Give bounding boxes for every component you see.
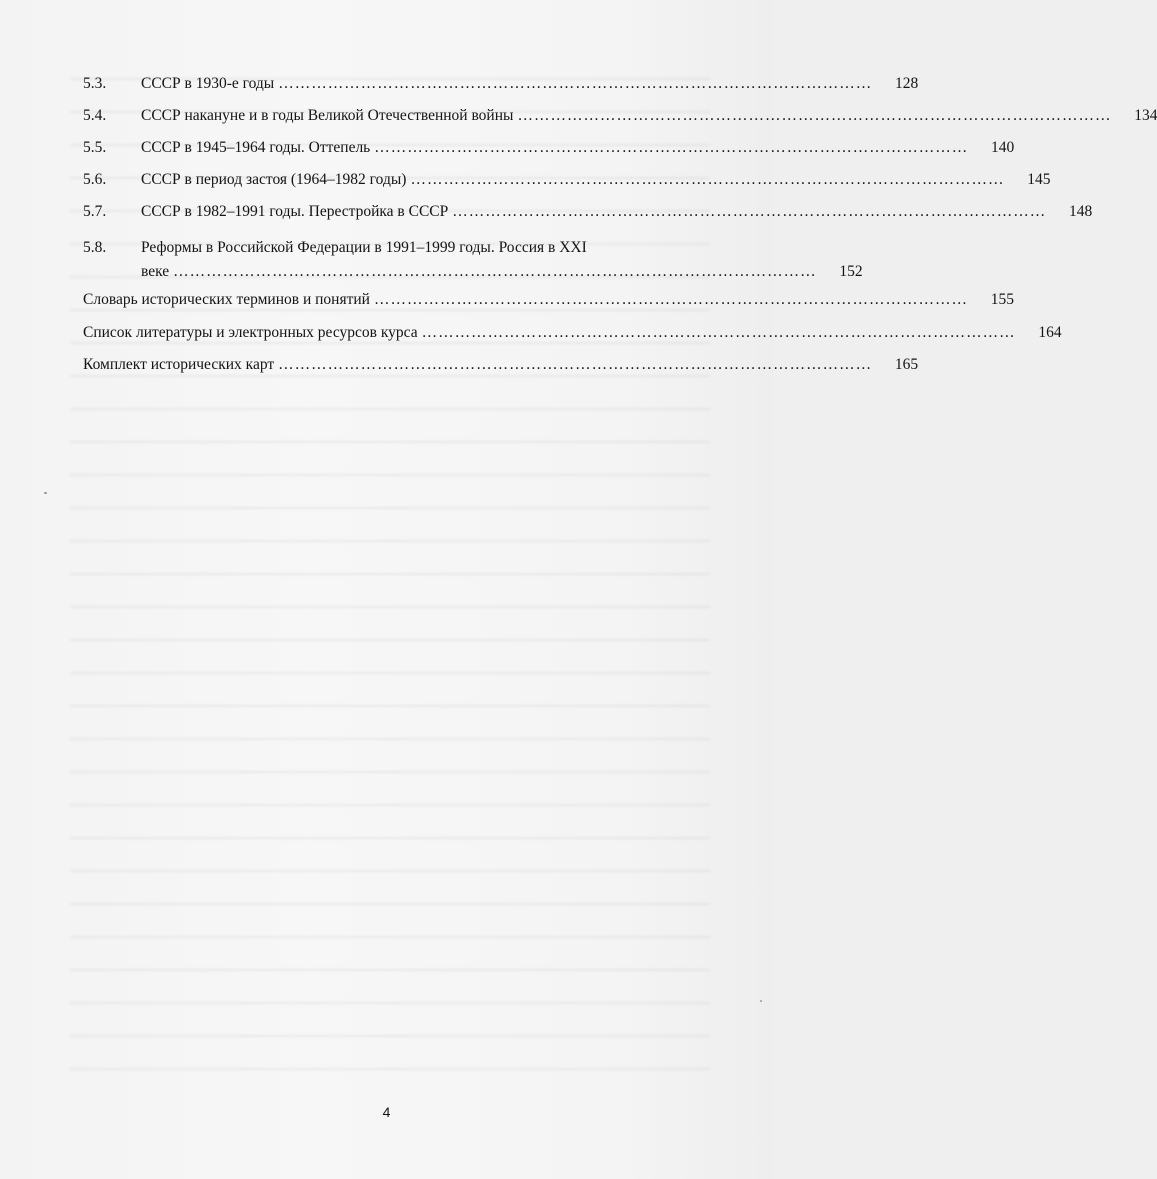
paper-speck [44,492,47,494]
leader-dots: ……………………………………………………………………………………………… [278,356,873,373]
toc-entry-page: 145 [1027,171,1051,188]
toc-entry-maps[interactable] [83,349,919,379]
toc-entry-number: 5.5. [83,139,107,156]
toc-entry-title: Словарь исторических терминов и понятий [83,291,370,308]
toc-entry-title-line-1: Реформы в Российской Федерации в 1991–1999 годы. Россия в XXI [141,239,587,256]
toc-entry-glossary[interactable] [83,290,1014,315]
toc-entry-5-5[interactable] [83,138,1015,170]
toc-entry-title: Список литературы и электронных ресурсов курса [83,324,418,341]
toc-entry-title-line-2: веке [141,263,170,280]
toc-entry-title: СССР в 1982–1991 годы. Перестройка в СССР [141,203,449,220]
toc-entry-title: Комплект исторических карт [83,356,275,373]
toc-entry-page: 140 [991,139,1015,156]
toc-entry-number: 5.7. [83,203,107,220]
leader-dots: ……………………………………………………………………………………………… [517,107,1112,124]
paper-speck [760,1000,762,1002]
table-of-contents [83,74,1157,379]
toc-entry-number: 5.6. [83,171,107,188]
leader-dots: ……………………………………………………………………………………………… [374,139,969,156]
page-number: 4 [382,1104,391,1120]
toc-entry-5-6[interactable] [83,170,1051,202]
leader-dots: ……………………………………………………………………………………………… [410,171,1005,188]
toc-entry-5-3[interactable] [83,74,919,106]
toc-entry-page: 152 [839,263,863,280]
toc-entry-5-8[interactable] [83,238,863,288]
toc-entry-page: 155 [990,291,1014,308]
leader-dots: ……………………………………………………………………………………………… [452,203,1047,220]
toc-entry-title: СССР накануне и в годы Великой Отечественной войны [141,107,514,124]
toc-entry-bibliography[interactable] [83,317,1062,349]
toc-entry-page: 165 [894,356,919,373]
toc-entry-number: 5.3. [83,75,107,92]
toc-entry-title: СССР в период застоя (1964–1982 годы) [141,171,407,188]
leader-dots: ……………………………………………………………………………………………………… [173,263,817,280]
toc-entry-page: 148 [1069,203,1093,220]
toc-entry-number: 5.4. [83,107,107,124]
toc-entry-page: 134 [1134,107,1157,124]
leader-dots: ……………………………………………………………………………………………… [373,291,968,308]
toc-entry-number: 5.8. [83,239,107,256]
toc-entry-page: 128 [894,75,919,92]
toc-entry-title: СССР в 1945–1964 годы. Оттепель [141,139,371,156]
leader-dots: ……………………………………………………………………………………………… [421,324,1016,341]
toc-entry-page: 164 [1038,324,1062,341]
toc-entry-5-4[interactable] [83,106,1157,138]
leader-dots: ……………………………………………………………………………………………… [278,75,873,92]
toc-entry-5-7[interactable] [83,202,1093,228]
toc-entry-title: СССР в 1930-е годы [141,75,275,92]
